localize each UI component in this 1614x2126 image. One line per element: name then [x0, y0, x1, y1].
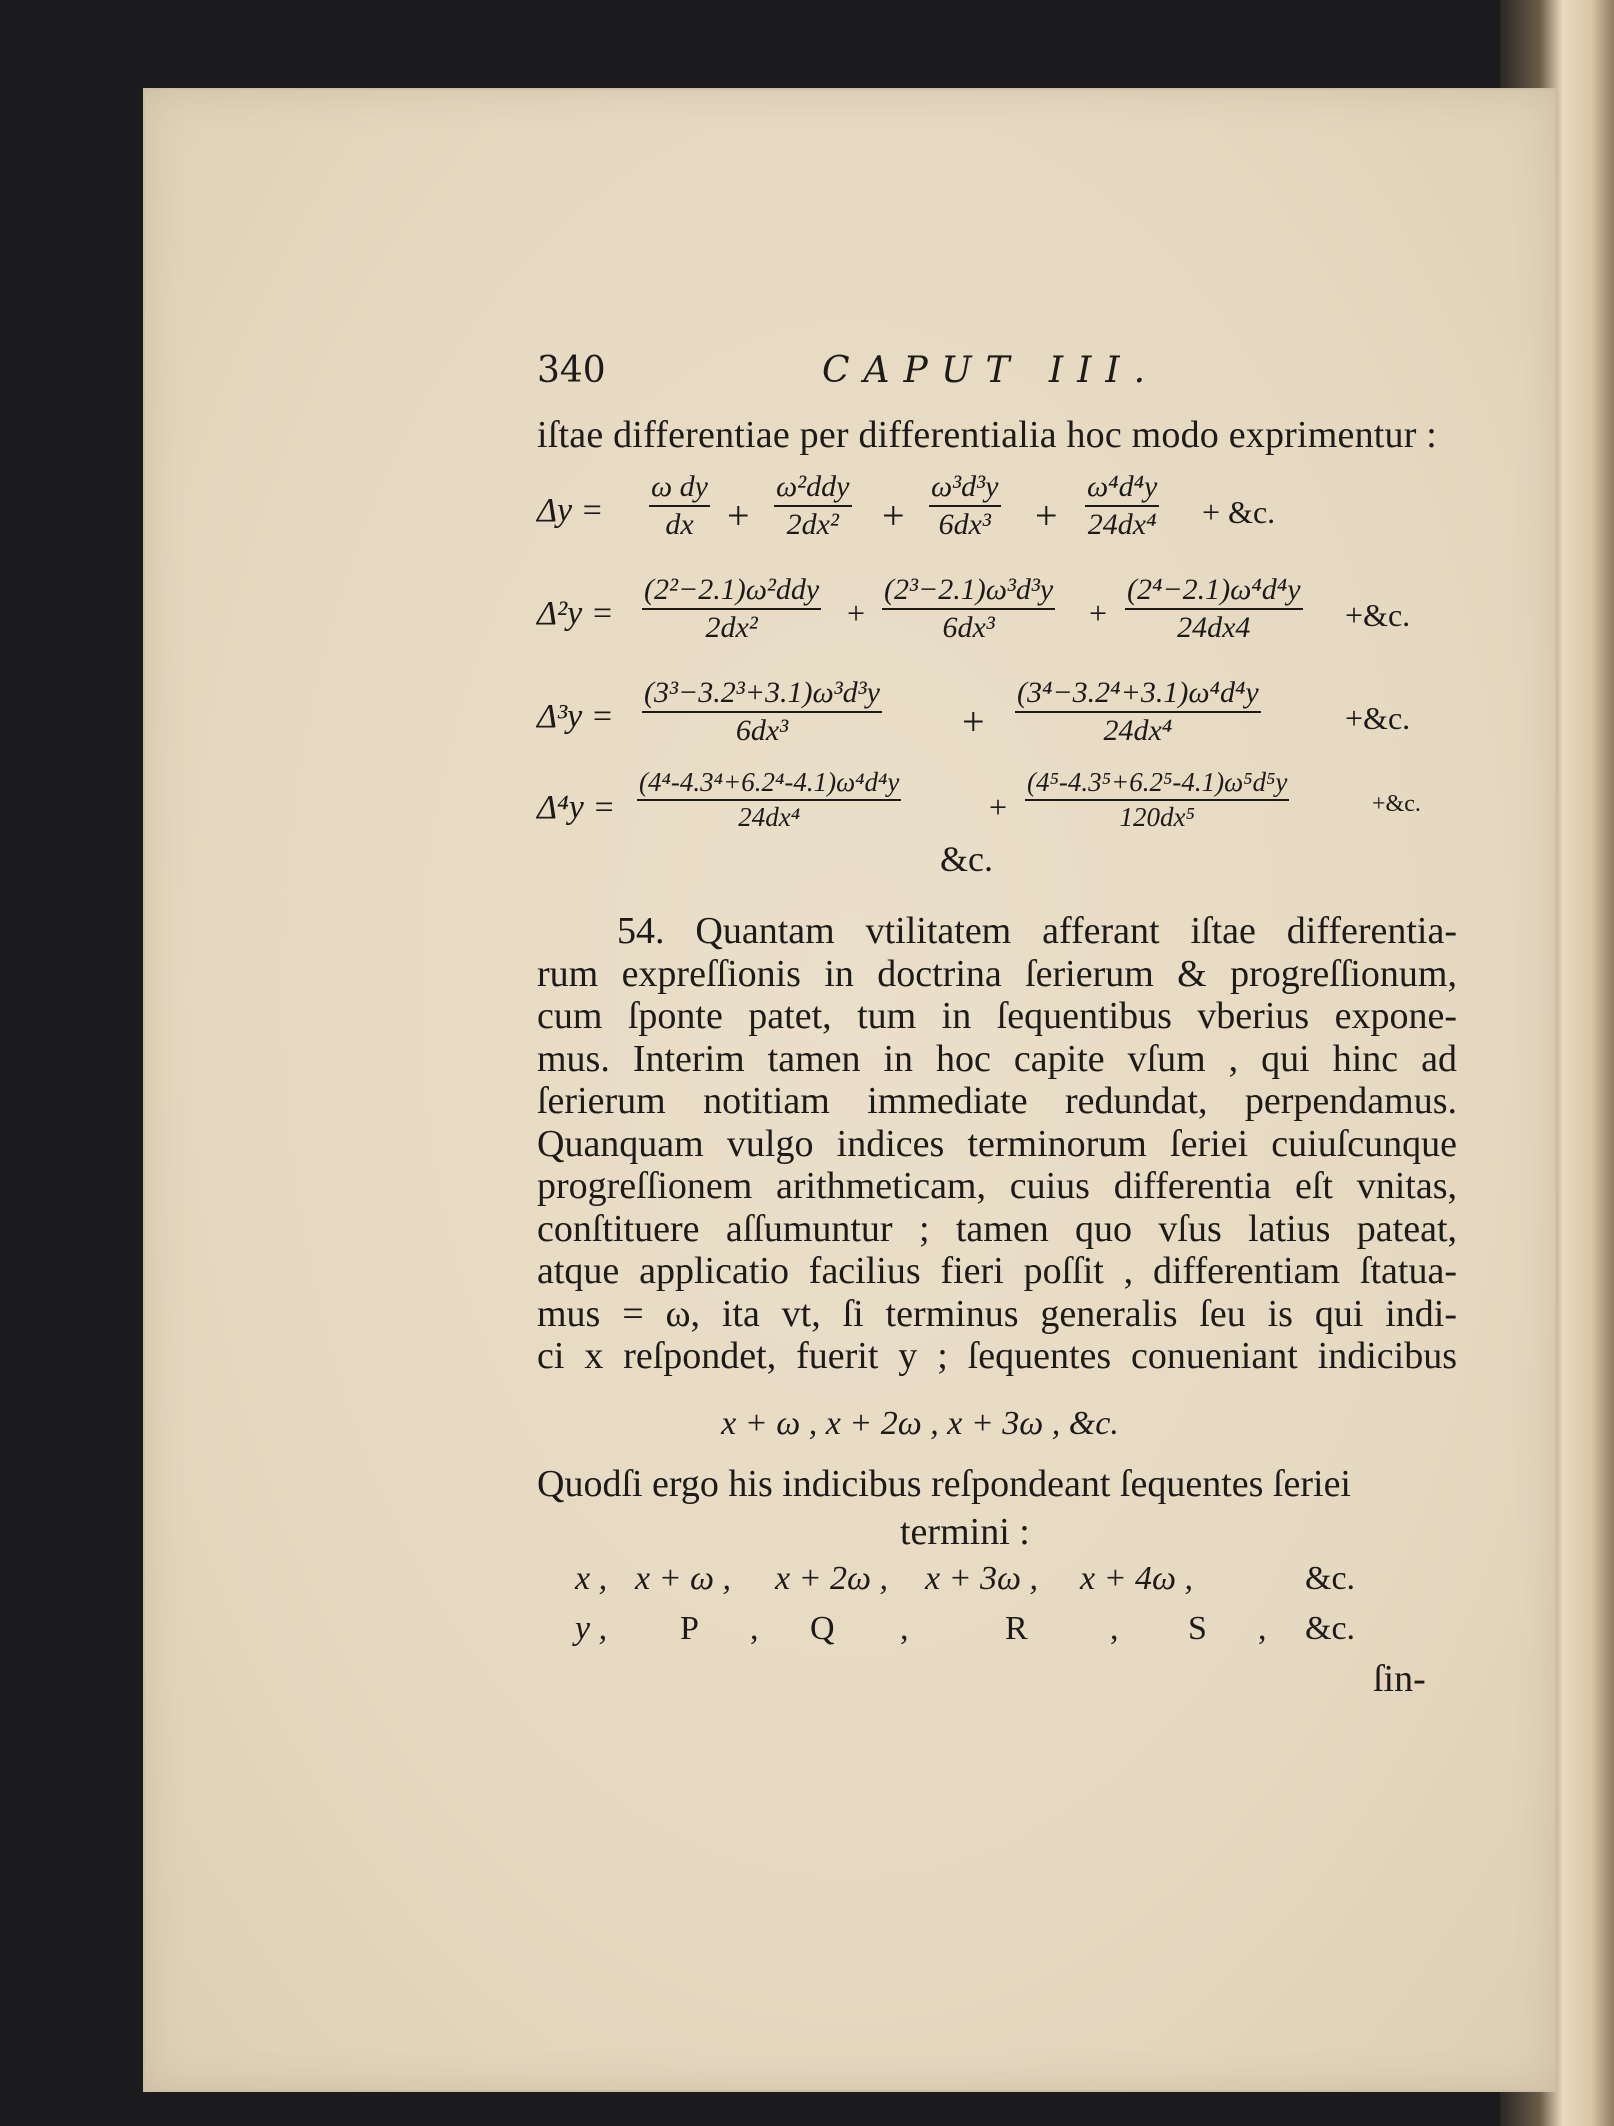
text-line: atque applicatio facilius fieri poſſit , differentiam ſtatua-	[537, 1250, 1457, 1292]
fraction	[1085, 470, 1159, 542]
table-cell: x + ω ,	[635, 1560, 732, 1597]
table-cell: P	[680, 1610, 699, 1647]
plus-sign: +	[727, 493, 750, 538]
denominator: 2dx²	[786, 508, 839, 541]
denominator: 24dx⁴	[738, 802, 801, 832]
equation-lhs: Δ⁴y =	[537, 789, 616, 826]
plus-sign: +	[1089, 595, 1108, 631]
table-cell: ,	[750, 1610, 759, 1647]
numerator: (3³−3.2³+3.1)ω³d³y	[642, 676, 882, 713]
plus-sign: +	[847, 595, 866, 631]
etc-line: &c.	[940, 839, 993, 879]
denominator: 6dx³	[938, 508, 991, 541]
denominator: 6dx³	[942, 611, 995, 644]
denominator: 24dx⁴	[1103, 714, 1173, 747]
table-cell: R	[1005, 1610, 1028, 1647]
numerator: ω⁴d⁴y	[1085, 470, 1159, 507]
page-number: 340	[537, 350, 606, 391]
table-cell: &c.	[1305, 1610, 1356, 1647]
text-line: progreſſionem arithmeticam, cuius differentia eſt vnitas,	[537, 1165, 1457, 1207]
denominator: 24dx⁴	[1087, 508, 1157, 541]
table-cell: S	[1188, 1610, 1207, 1647]
plus-sign: +	[882, 493, 905, 538]
equation-delta-y	[537, 470, 1457, 550]
table-cell: Q	[810, 1610, 835, 1647]
numerator: (2⁴−2.1)ω⁴d⁴y	[1125, 573, 1303, 610]
indices-line: x + ω , x + 2ω , x + 3ω , &c.	[721, 1405, 1119, 1442]
paragraph-54	[537, 910, 1457, 1378]
equation-delta2-y	[537, 573, 1457, 653]
text-line: mus = ω, ita vt, ſi terminus generalis ſeu is qui indi-	[537, 1292, 1457, 1335]
numerator: (4⁴-4.3⁴+6.2⁴-4.1)ω⁴d⁴y	[637, 767, 901, 801]
text-line: conſtituere aſſumuntur ; tamen quo vſus latius pateat,	[537, 1207, 1457, 1250]
equation-lhs: Δy =	[537, 492, 604, 529]
text-line: ci x reſpondet, fuerit y ; ſequentes conueniant indicibus	[537, 1335, 1457, 1377]
numerator: (4⁵-4.3⁵+6.2⁵-4.1)ω⁵d⁵y	[1025, 767, 1289, 801]
table-cell: y ,	[575, 1610, 608, 1647]
denominator: 120dx⁵	[1119, 802, 1195, 832]
fraction	[642, 676, 882, 748]
text-line: Quanquam vulgo indices terminorum ſeriei cuiuſcunque	[537, 1122, 1457, 1165]
table-cell: x + 3ω ,	[925, 1560, 1039, 1597]
table-cell: &c.	[1305, 1560, 1356, 1597]
denominator: 2dx²	[705, 611, 758, 644]
text-line: cum ſponte patet, tum in ſequentibus vberius expone-	[537, 995, 1457, 1037]
equation-tail: +&c.	[1345, 700, 1411, 736]
plus-sign: +	[989, 789, 1008, 825]
fraction	[642, 573, 821, 645]
equation-tail: + &c.	[1202, 494, 1276, 530]
text-line: rum expreſſionis in doctrina ſerierum & progreſſionum,	[537, 952, 1457, 995]
fraction	[1125, 573, 1303, 645]
termini-line: termini :	[900, 1511, 1030, 1553]
catchword: ſin-	[1373, 1658, 1426, 1700]
intro-line: iſtae differentiae per differentialia hoc modo exprimentur :	[537, 414, 1438, 456]
page-header	[537, 350, 1457, 396]
table-cell: x ,	[575, 1560, 608, 1597]
fraction	[1015, 676, 1261, 748]
numerator: ω dy	[649, 470, 710, 507]
text-line: mus. Interim tamen in hoc capite vſum , qui hinc ad	[537, 1037, 1457, 1080]
fraction	[649, 470, 710, 542]
fraction	[637, 767, 901, 833]
equation-tail: +&c.	[1345, 597, 1411, 633]
equation-lhs: Δ³y =	[537, 698, 614, 735]
text-line: ſerierum notitiam immediate redundat, perpendamus.	[537, 1080, 1457, 1122]
fraction	[929, 470, 1001, 542]
numerator: (3⁴−3.2⁴+3.1)ω⁴d⁴y	[1015, 676, 1261, 713]
numerator: (2²−2.1)ω²ddy	[642, 573, 821, 610]
plus-sign: +	[1035, 493, 1058, 538]
running-head: CAPUT III.	[822, 350, 1160, 391]
text-line: 54. Quantam vtilitatem afferant iſtae differentia-	[617, 910, 1457, 952]
table-cell: ,	[1258, 1610, 1267, 1647]
plus-sign: +	[962, 699, 985, 744]
equation-tail: +&c.	[1372, 791, 1421, 817]
table-cell: x + 4ω ,	[1080, 1560, 1194, 1597]
denominator: 24dx4	[1177, 611, 1251, 644]
fraction	[774, 470, 852, 542]
table-cell: x + 2ω ,	[775, 1560, 889, 1597]
denominator: 6dx³	[735, 714, 789, 747]
table-cell: ,	[1110, 1610, 1119, 1647]
equation-delta4-y	[537, 767, 1457, 847]
equation-delta3-y	[537, 676, 1457, 756]
quodsi-line: Quodſi ergo his indicibus reſpondeant ſequentes ſeriei	[537, 1463, 1351, 1505]
fraction	[882, 573, 1055, 645]
table-cell: ,	[900, 1610, 909, 1647]
numerator: (2³−2.1)ω³d³y	[882, 573, 1055, 610]
numerator: ω³d³y	[929, 470, 1001, 507]
equation-lhs: Δ²y =	[537, 595, 614, 632]
denominator: dx	[665, 508, 694, 541]
numerator: ω²ddy	[774, 470, 852, 507]
fraction	[1025, 767, 1289, 833]
